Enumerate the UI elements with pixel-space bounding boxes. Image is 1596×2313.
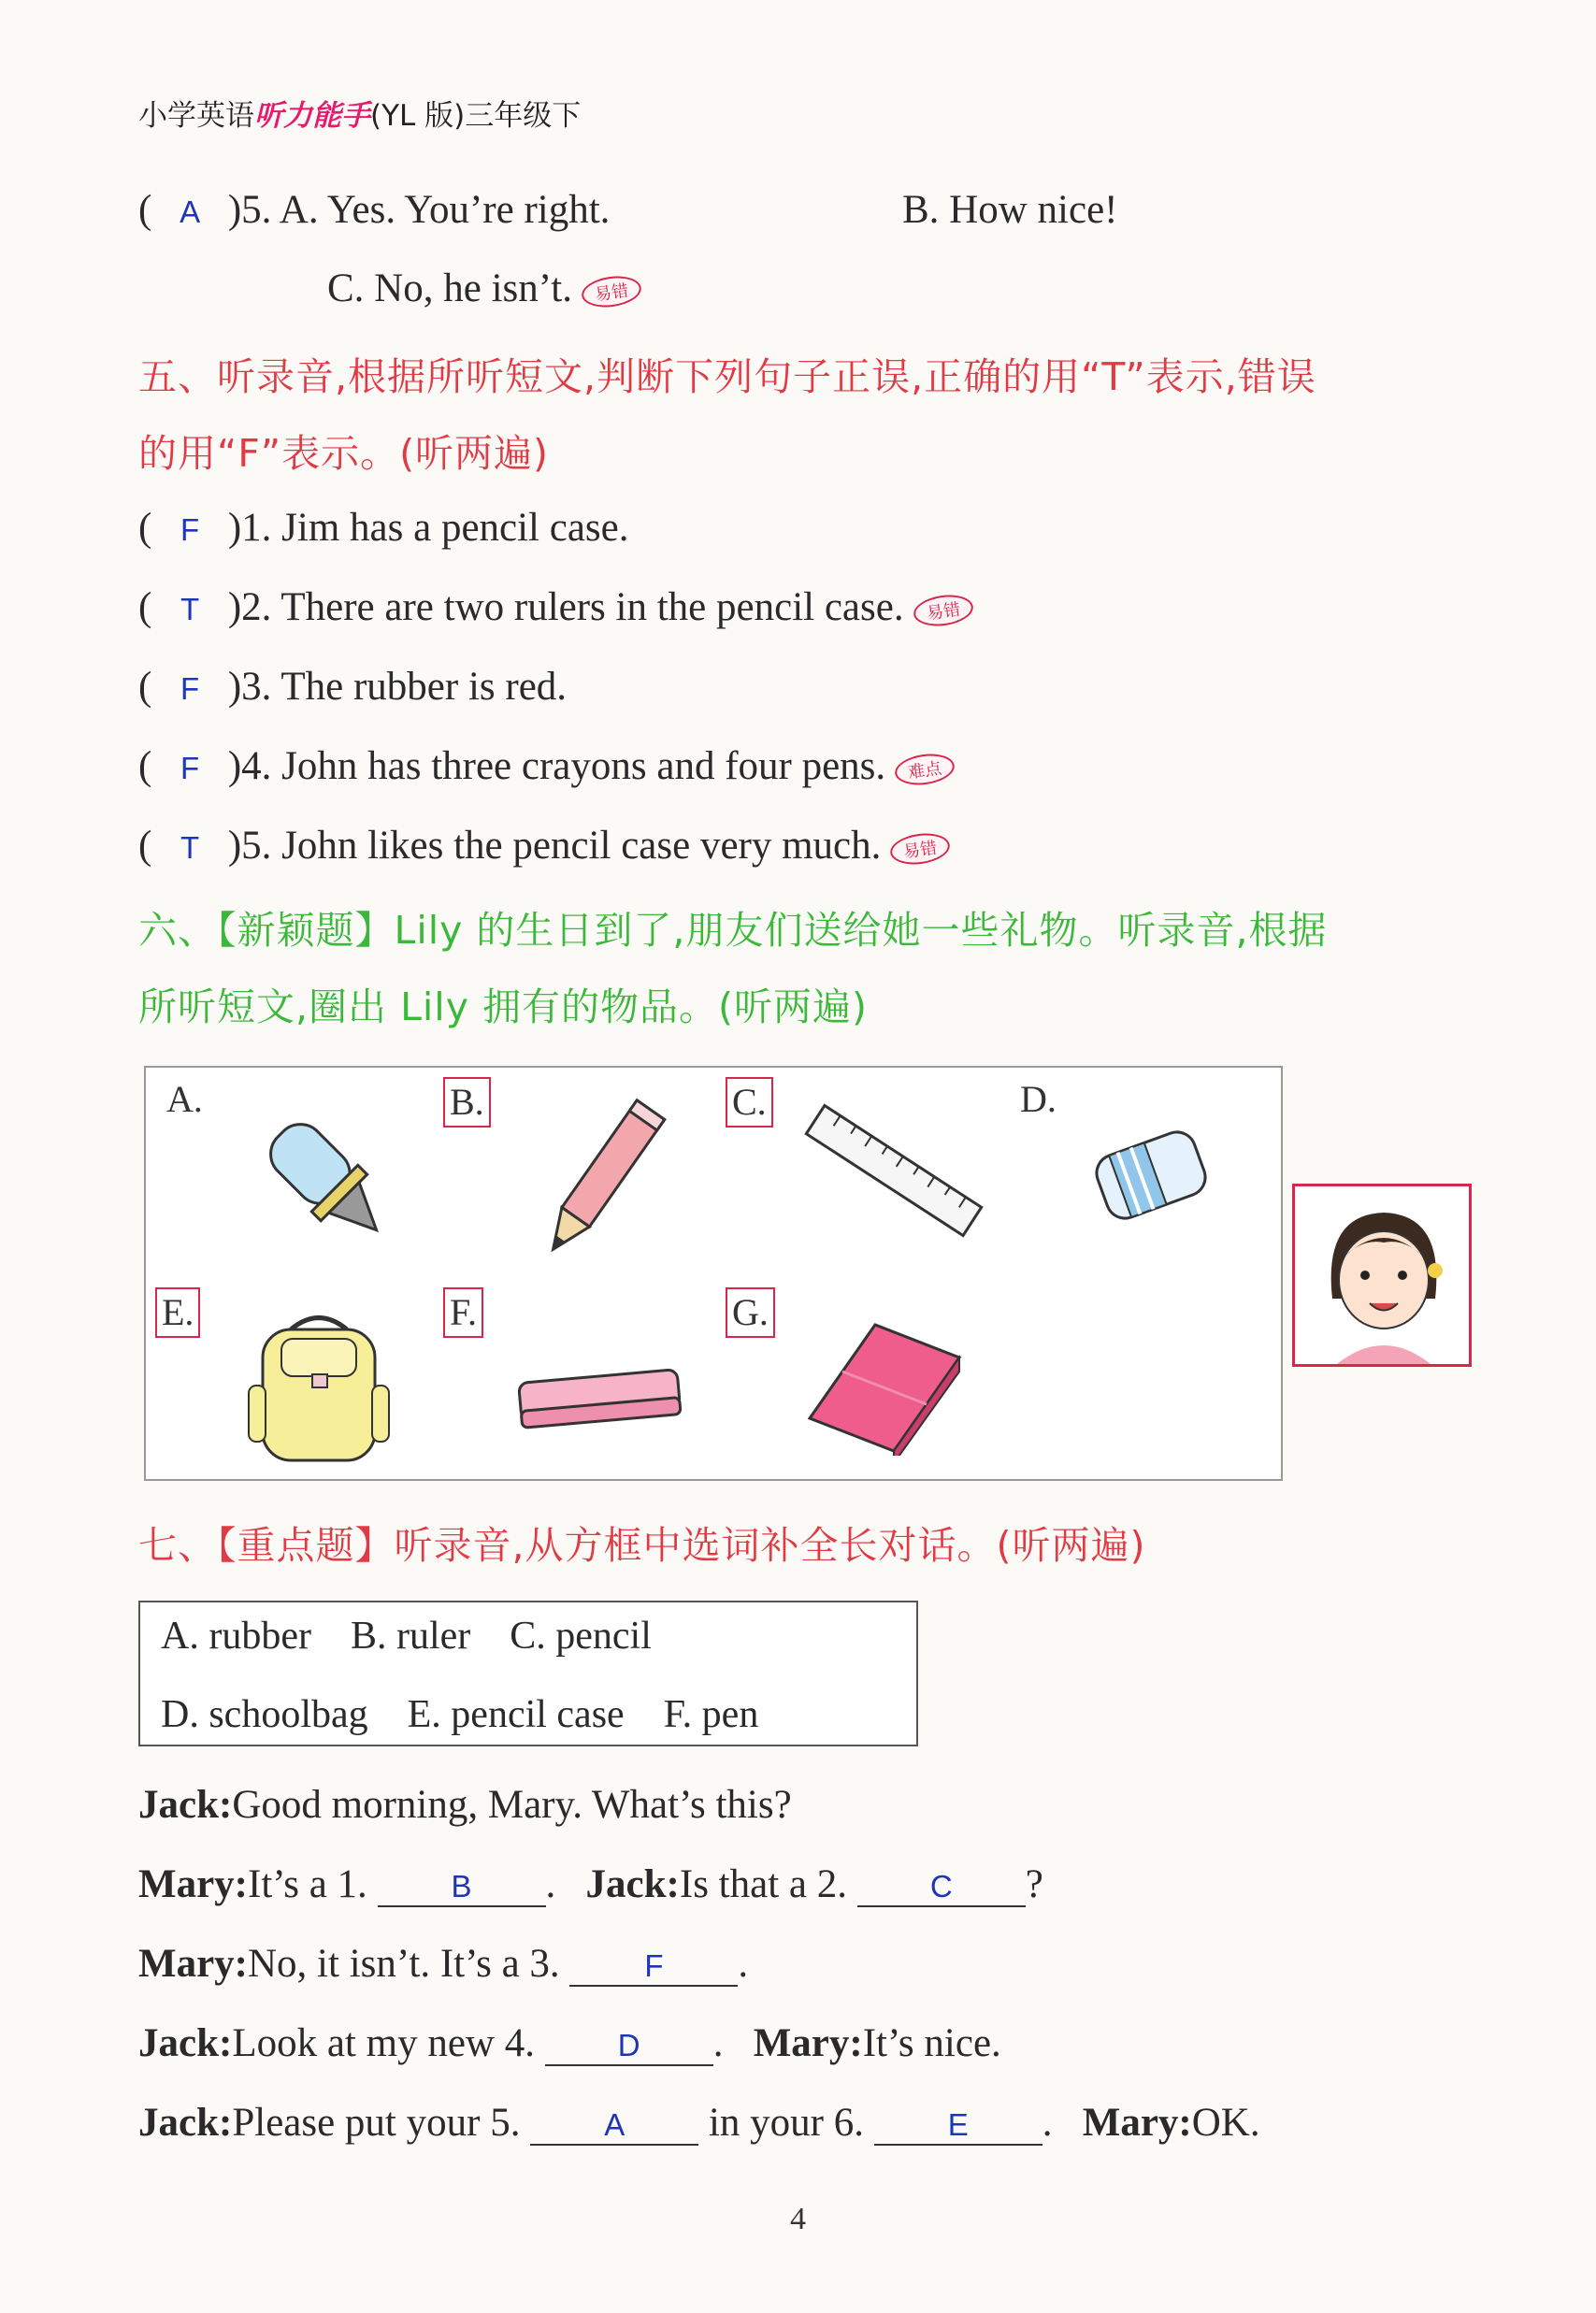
eraser-icon xyxy=(1081,1110,1221,1241)
option-a: A. Yes. You’re right. xyxy=(279,188,611,232)
label-a: A. xyxy=(166,1078,203,1120)
tf-item-2: ( T )2. There are two rulers in the pencil case. 易错 xyxy=(138,584,973,630)
speaker: Jack: xyxy=(138,2101,233,2145)
difficult-badge: 难点 xyxy=(893,751,956,789)
items-picture-box xyxy=(144,1066,1283,1481)
utterance: OK. xyxy=(1191,2101,1260,2145)
utterance: Please put your 5. xyxy=(232,2101,521,2145)
answer-mark: B xyxy=(451,1869,472,1904)
answer-mark: T xyxy=(180,592,200,626)
error-prone-badge: 易错 xyxy=(912,592,975,630)
statement: John has three crayons and four pens. xyxy=(281,744,886,788)
speaker: Mary: xyxy=(1082,2101,1192,2145)
option-c: C. No, he isn’t. xyxy=(327,266,572,310)
word-option: F. pen xyxy=(663,1693,759,1736)
dialogue-line-2: Mary:It’s a 1. B . Jack:Is that a 2. C ? xyxy=(138,1862,1043,1906)
header-brand: 听力能手 xyxy=(254,99,370,133)
label-c: C. xyxy=(726,1077,773,1128)
tf-item-4: ( F )4. John has three crayons and four pens. 难点 xyxy=(138,743,955,789)
speaker: Jack: xyxy=(585,1862,680,1906)
blank-2 xyxy=(857,1866,1026,1907)
utterance: in your 6. xyxy=(708,2101,864,2145)
dialogue-line-1 xyxy=(138,1782,792,1828)
label-b: B. xyxy=(443,1077,491,1128)
answer-mark: F xyxy=(180,751,200,785)
answer-mark: C xyxy=(929,1869,953,1904)
word-bank-row-2 xyxy=(161,1692,758,1737)
error-prone-badge: 易错 xyxy=(888,830,952,869)
answer-mark: A xyxy=(604,2107,625,2142)
word-option: D. schoolbag xyxy=(161,1693,368,1736)
statement: Jim has a pencil case. xyxy=(281,506,629,550)
answer-mark: E xyxy=(947,2107,969,2142)
statement: The rubber is red. xyxy=(280,665,568,709)
schoolbag-icon xyxy=(239,1301,398,1470)
speaker: Jack: xyxy=(138,2021,233,2065)
speaker: Jack: xyxy=(138,1783,233,1827)
blank-1 xyxy=(378,1866,546,1907)
word-option: A. rubber xyxy=(161,1615,311,1658)
question-number: )2. xyxy=(227,585,272,629)
answer-mark: T xyxy=(180,830,200,865)
tf-item-1: ( F )1. Jim has a pencil case. xyxy=(138,506,629,550)
label-d: D. xyxy=(1020,1078,1057,1120)
header-suffix: (YL 版)三年级下 xyxy=(370,99,582,133)
label-g: G. xyxy=(726,1287,775,1338)
utterance: Good morning, Mary. What’s this? xyxy=(232,1783,792,1827)
word-option: E. pencil case xyxy=(407,1693,625,1736)
tf-item-3: ( F )3. The rubber is red. xyxy=(138,665,568,709)
tf-item-5: ( T )5. John likes the pencil case very much. 易错 xyxy=(138,823,950,869)
question-number: )5. xyxy=(227,188,272,232)
section-5-title-2: 的用“F”表示。(听两遍) xyxy=(138,431,550,476)
utterance: Look at my new 4. xyxy=(232,2021,535,2065)
question-number: )1. xyxy=(227,506,272,550)
page-number: 4 xyxy=(790,2202,806,2236)
pencil-case-icon xyxy=(510,1343,688,1446)
option-c-line xyxy=(327,266,641,311)
section-6-title-1: 六、【新颖题】Lily 的生日到了,朋友们送给她一些礼物。听录音,根据 xyxy=(138,908,1328,953)
answer-mark: F xyxy=(180,671,200,706)
label-e: E. xyxy=(155,1287,200,1338)
pencil-icon xyxy=(520,1086,688,1273)
option-b: B. How nice! xyxy=(902,188,1118,232)
speaker: Mary: xyxy=(753,2021,863,2065)
word-option: B. ruler xyxy=(350,1615,471,1658)
book-icon xyxy=(800,1315,969,1456)
blank-4 xyxy=(545,2025,713,2066)
girl-avatar xyxy=(1292,1184,1472,1367)
answer-mark: D xyxy=(617,2028,640,2062)
dialogue-line-5: Jack:Please put your 5. A in your 6. E . Mary:OK. xyxy=(138,2101,1260,2145)
lily-portrait-icon xyxy=(1295,1186,1469,1364)
section-7-title: 七、【重点题】听录音,从方框中选词补全长对话。(听两遍) xyxy=(138,1523,1146,1568)
header-prefix: 小学英语 xyxy=(138,99,254,133)
page-header xyxy=(138,92,581,134)
ruler-icon xyxy=(800,1096,987,1245)
question-number: )4. xyxy=(227,744,272,788)
answer-mark: F xyxy=(180,512,200,547)
error-prone-badge: 易错 xyxy=(580,273,643,311)
blank-6 xyxy=(874,2105,1042,2146)
speaker: Mary: xyxy=(138,1942,248,1986)
prev-question-5: ( A )5. A. Yes. You’re right. xyxy=(138,188,611,232)
utterance: It’s nice. xyxy=(862,2021,1001,2065)
word-bank-box xyxy=(138,1601,918,1746)
label-f: F. xyxy=(443,1287,483,1338)
statement: John likes the pencil case very much. xyxy=(281,824,882,868)
word-bank-row-1 xyxy=(161,1614,652,1659)
question-number: )3. xyxy=(227,665,272,709)
statement: There are two rulers in the pencil case. xyxy=(280,585,904,629)
answer-mark: F xyxy=(644,1948,664,1983)
section-6-title-2: 所听短文,圈出 Lily 拥有的物品。(听两遍) xyxy=(138,984,868,1029)
word-option: C. pencil xyxy=(510,1615,652,1658)
blank-5 xyxy=(530,2105,698,2146)
utterance: Is that a 2. xyxy=(679,1862,847,1906)
section-5-title-1: 五、听录音,根据所听短文,判断下列句子正误,正确的用“T”表示,错误 xyxy=(138,354,1316,399)
fountain-pen-icon xyxy=(239,1086,408,1255)
answer-mark: A xyxy=(180,194,201,229)
question-number: )5. xyxy=(227,824,272,868)
dialogue-line-4: Jack:Look at my new 4. D . Mary:It’s nice. xyxy=(138,2021,1001,2065)
blank-3 xyxy=(569,1946,738,1987)
speaker: Mary: xyxy=(138,1862,248,1906)
dialogue-line-3: Mary:No, it isn’t. It’s a 3. F . xyxy=(138,1942,749,1986)
utterance: No, it isn’t. It’s a 3. xyxy=(248,1942,560,1986)
utterance: It’s a 1. xyxy=(248,1862,367,1906)
